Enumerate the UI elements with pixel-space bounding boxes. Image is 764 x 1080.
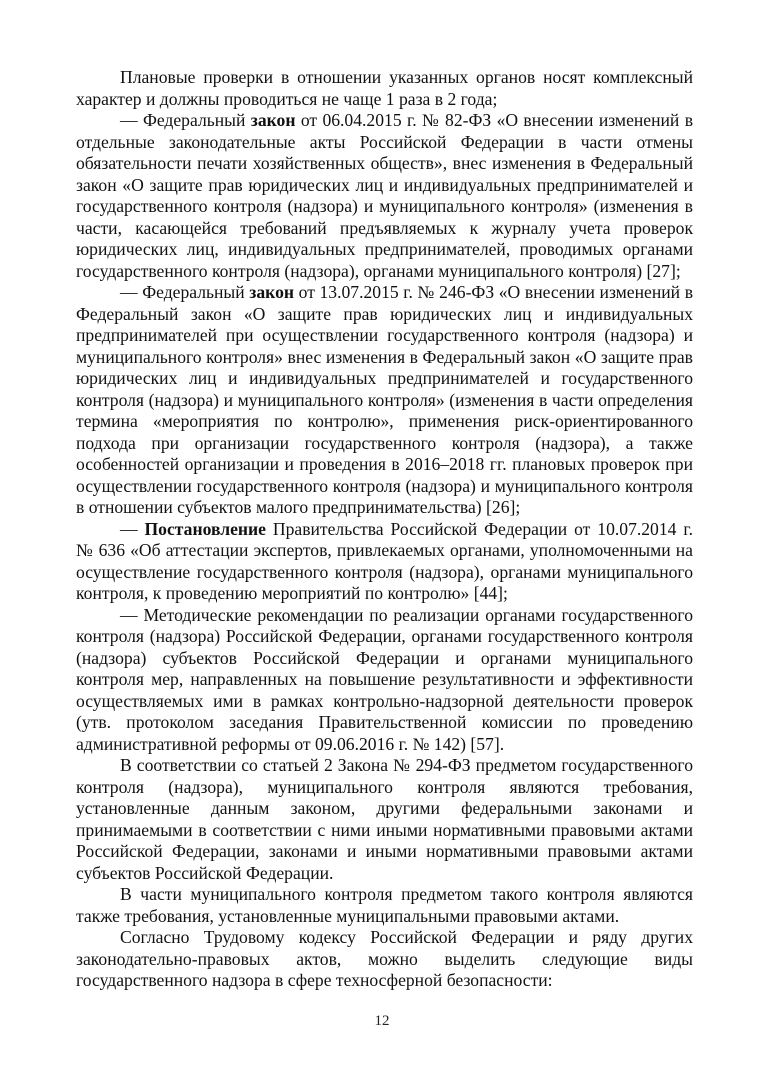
paragraph-text: В соответствии со статьей 2 Закона № 294-ФЗ предметом государственного контроля (надзора), муниципального контроля являются требования, установленные данным законом, другими федеральными законами и принимаемыми в соответствии с ними иными нормативными правовыми актами Российской Федерации, законами и иными нормативными правовыми актами субъектов Российской Федерации. [76, 755, 693, 883]
paragraph-text: — Методические рекомендации по реализации органами государственного контроля (надзора) Российской Федерации, органами государственного контроля (надзора) субъектов Российской Федерации и органами муниципального контроля мер, направленных на повышение результативности и эффективности осуществляемых ими в рамках контрольно-надзорной деятельности проверок (утв. протоколом заседания Правительственной комиссии по проведению административной реформы от 09.06.2016 г. № 142) [57]. [76, 604, 693, 754]
paragraph-text: от 06.04.2015 г. № 82-ФЗ «О внесении изменений в отдельные законодательные акты Российской Федерации в части отмены обязательности печати хозяйственных обществ», внес изменения в Федеральный закон «О защите прав юридических лиц и индивидуальных предпринимателей и государственного контроля (надзора) и муниципального контроля» (изменения в части, касающейся требований предъявляемых к журналу учета проверок юридических лиц, индивидуальных предпринимателей, проводимых органами государственного контроля (надзора), органами муниципального контроля) [27]; [76, 110, 694, 281]
bold-term: закон [249, 282, 295, 302]
paragraph-text: — Федеральный [120, 110, 251, 130]
paragraph-article-2-law-294 [76, 755, 693, 884]
paragraph-law-246-fz [76, 282, 693, 519]
paragraph-text: Согласно Трудовому кодексу Российской Федерации и ряду других законодательно-правовых актов, можно выделить следующие виды государственного надзора в сфере техносферной безопасности: [76, 927, 693, 990]
bold-term: Постановление [144, 518, 266, 539]
paragraph-municipal-control [76, 884, 693, 927]
paragraph-methodical-recommendations [76, 605, 693, 756]
bold-term: закон [250, 110, 296, 130]
paragraph-text: — Федеральный [120, 282, 250, 302]
paragraph-resolution-636 [76, 519, 693, 605]
paragraph-text: от 13.07.2015 г. № 246-ФЗ «О внесении изменений в Федеральный закон «О защите прав юридических лиц и индивидуальных предпринимателей при осуществлении государственного контроля (надзора) и муниципального контроля» внес изменения в Федеральный закон «О защите прав юридических лиц и индивидуальных предпринимателей и государственного контроля (надзора) и муниципального контроля» (изменения в части определения термина «мероприятия по контролю», применения риск-ориентированного подхода при организации государственного контроля (надзора), а также особенностей организации и проведения в 2016–2018 гг. плановых проверок при осуществлении государственного контроля (надзора) и муниципального контроля в отношении субъектов малого предпринимательства) [26]; [76, 282, 694, 517]
page-number: 12 [374, 1013, 390, 1029]
paragraph-planned-inspections [76, 67, 693, 110]
paragraph-labour-code [76, 927, 693, 992]
paragraph-text: Правительства Российской Федерации от 10.07.2014 г. № 636 «Об аттестации экспертов, привлекаемых органами, уполномоченными на осуществление государственного контроля (надзора), органами муниципального контроля, к проведению мероприятий по контролю» [44]; [76, 518, 693, 603]
document-page [76, 67, 693, 992]
paragraph-law-82-fz [76, 110, 693, 282]
paragraph-text: В части муниципального контроля предметом такого контроля являются также требования, установленные муниципальными правовыми актами. [76, 884, 693, 926]
paragraph-text: — [120, 518, 145, 539]
paragraph-text: Плановые проверки в отношении указанных органов носят комплексный характер и должны проводиться не чаще 1 раза в 2 года; [76, 67, 693, 109]
